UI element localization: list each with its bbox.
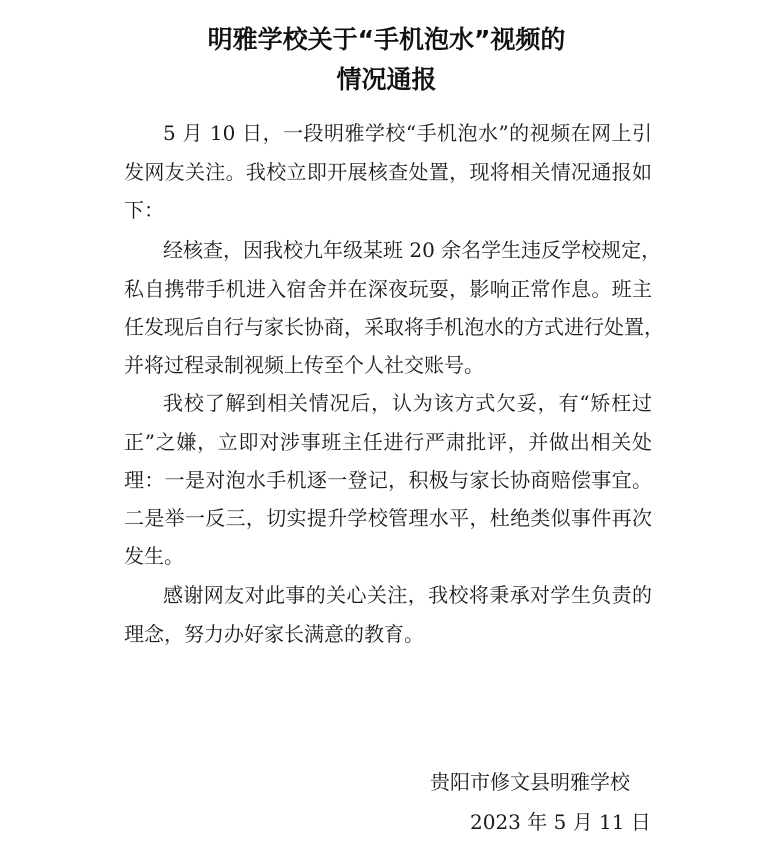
signature-date: 2023 年 5 月 11 日	[470, 810, 651, 834]
body-line: 5 月 10 日，一段明雅学校“手机泡水”的视频在网上引	[163, 121, 652, 145]
body-line: 理：一是对泡水手机逐一登记，积极与家长协商赔偿事宜。	[124, 468, 652, 492]
body-line: 理念，努力办好家长满意的教育。	[124, 622, 424, 646]
body-line: 发生。	[124, 544, 184, 568]
body-line: 经核查，因我校九年级某班 20 余名学生违反学校规定，	[163, 238, 662, 262]
document-title-line-1: 明雅学校关于“手机泡水”视频的	[207, 25, 566, 54]
body-line: 私自携带手机进入宿舍并在深夜玩耍，影响正常作息。班主	[124, 277, 652, 301]
document-title-line-2: 情况通报	[336, 65, 437, 94]
body-line: 我校了解到相关情况后，认为该方式欠妥，有“矫枉过	[163, 391, 652, 415]
body-line: 感谢网友对此事的关心关注，我校将秉承对学生负责的	[163, 583, 652, 607]
body-line: 正”之嫌，立即对涉事班主任进行严肃批评，并做出相关处	[124, 430, 652, 454]
body-line: 二是举一反三，切实提升学校管理水平，杜绝类似事件再次	[124, 506, 652, 530]
signature-organization: 贵阳市修文县明雅学校	[430, 770, 630, 794]
body-line: 任发现后自行与家长协商，采取将手机泡水的方式进行处置，	[124, 315, 664, 339]
body-line: 发网友关注。我校立即开展核查处置，现将相关情况通报如	[124, 160, 652, 184]
body-line: 并将过程录制视频上传至个人社交账号。	[124, 353, 484, 377]
body-line: 下：	[124, 198, 164, 222]
